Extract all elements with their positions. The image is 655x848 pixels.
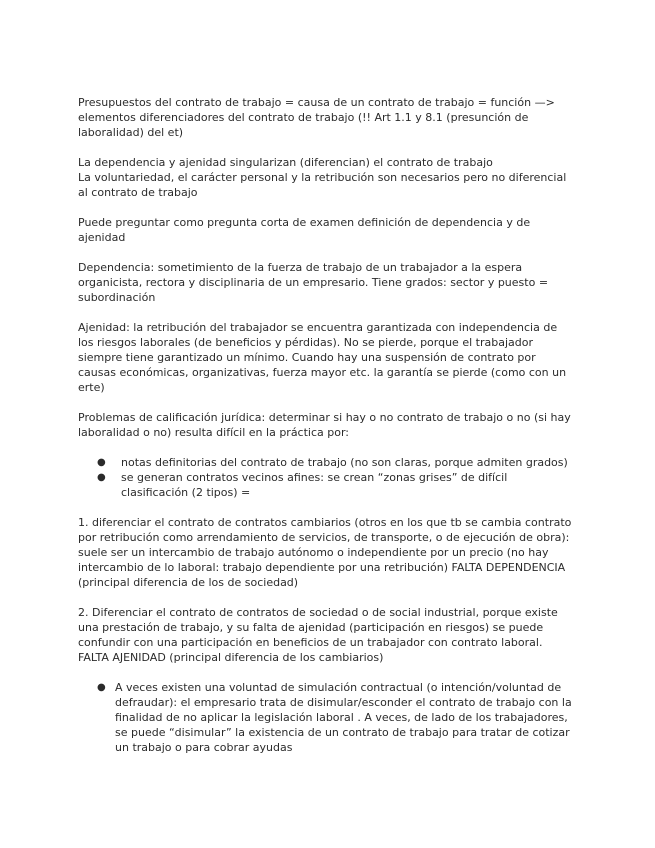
document-body [78, 95, 573, 770]
bullet-list-problemas [78, 455, 573, 500]
list-item-text: se generan contratos vecinos afines: se crean “zonas grises” de difícil clasificación (2 tipos) = [121, 471, 508, 499]
list-item [97, 470, 573, 500]
paragraph-problemas-calificacion: Problemas de calificación jurídica: determinar si hay o no contrato de trabajo o no (si hay laboralidad o no) resulta difícil en la práctica por: [78, 411, 571, 439]
bullet-list-simulacion [78, 680, 573, 755]
list-item-text: A veces existen una voluntad de simulación contractual (o intención/voluntad de defraudar): el empresario trata de disimular/esconder el contrato de trabajo con la finalidad de no aplicar la legislación laboral . A veces, de lado de los trabajadores, se puede “disimular” la existencia de un contrato de trabajo para tratar de cotizar un trabajo o para cobrar ayudas [115, 681, 572, 754]
list-item [97, 455, 573, 470]
paragraph-ajenidad-definicion: Ajenidad: la retribución del trabajador se encuentra garantizada con independencia de los riesgos laborales (de beneficios y pérdidas). No se pierde, porque el trabajador siempre tiene garantizado un mínimo. Cuando hay una suspensión de contrato por causas económicas, organizativas, fuerza mayor etc. la garantía se pierde (como con un erte) [78, 321, 567, 394]
paragraph-presupuestos: Presupuestos del contrato de trabajo = causa de un contrato de trabajo = función —> elementos diferenciadores del contrato de trabajo (!! Art 1.1 y 8.1 (presunción de laboralidad) del et) [78, 96, 555, 139]
bullet-icon: ● [97, 457, 106, 468]
list-item-text: notas definitorias del contrato de trabajo (no son claras, porque admiten grados) [121, 456, 568, 469]
paragraph-dependencia-definicion: Dependencia: sometimiento de la fuerza de trabajo de un trabajador a la espera organicista, rectora y disciplinaria de un empresario. Tiene grados: sector y puesto = subordinación [78, 261, 549, 304]
bullet-icon: ● [97, 472, 106, 483]
list-item [97, 680, 573, 755]
paragraph-dependencia-ajenidad [78, 155, 573, 200]
paragraph-pregunta-examen: Puede preguntar como pregunta corta de examen definición de dependencia y de ajenidad [78, 216, 531, 244]
line-singularizan: La dependencia y ajenidad singularizan (diferencian) el contrato de trabajo [78, 156, 493, 169]
paragraph-contratos-cambiarios: 1. diferenciar el contrato de contratos cambiarios (otros en los que tb se cambia contrato por retribución como arrendamiento de servicios, de transporte, o de ejecución de obra): suele ser un intercambio de trabajo autónomo o independiente por un precio (no hay intercambio de lo laboral: trabajo dependiente por una retribución) FALTA DEPENDENCIA (principal diferencia de los de sociedad) [78, 516, 572, 589]
paragraph-contratos-sociedad: 2. Diferenciar el contrato de contratos de sociedad o de social industrial, porque existe una prestación de trabajo, y su falta de ajenidad (participación en riesgos) se puede confundir con una participación en beneficios de un trabajador con contrato laboral. FALTA AJENIDAD (principal diferencia de los cambiarios) [78, 606, 558, 664]
bullet-icon: ● [97, 682, 106, 693]
line-voluntariedad: La voluntariedad, el carácter personal y la retribución son necesarios pero no diferencial al contrato de trabajo [78, 171, 567, 199]
